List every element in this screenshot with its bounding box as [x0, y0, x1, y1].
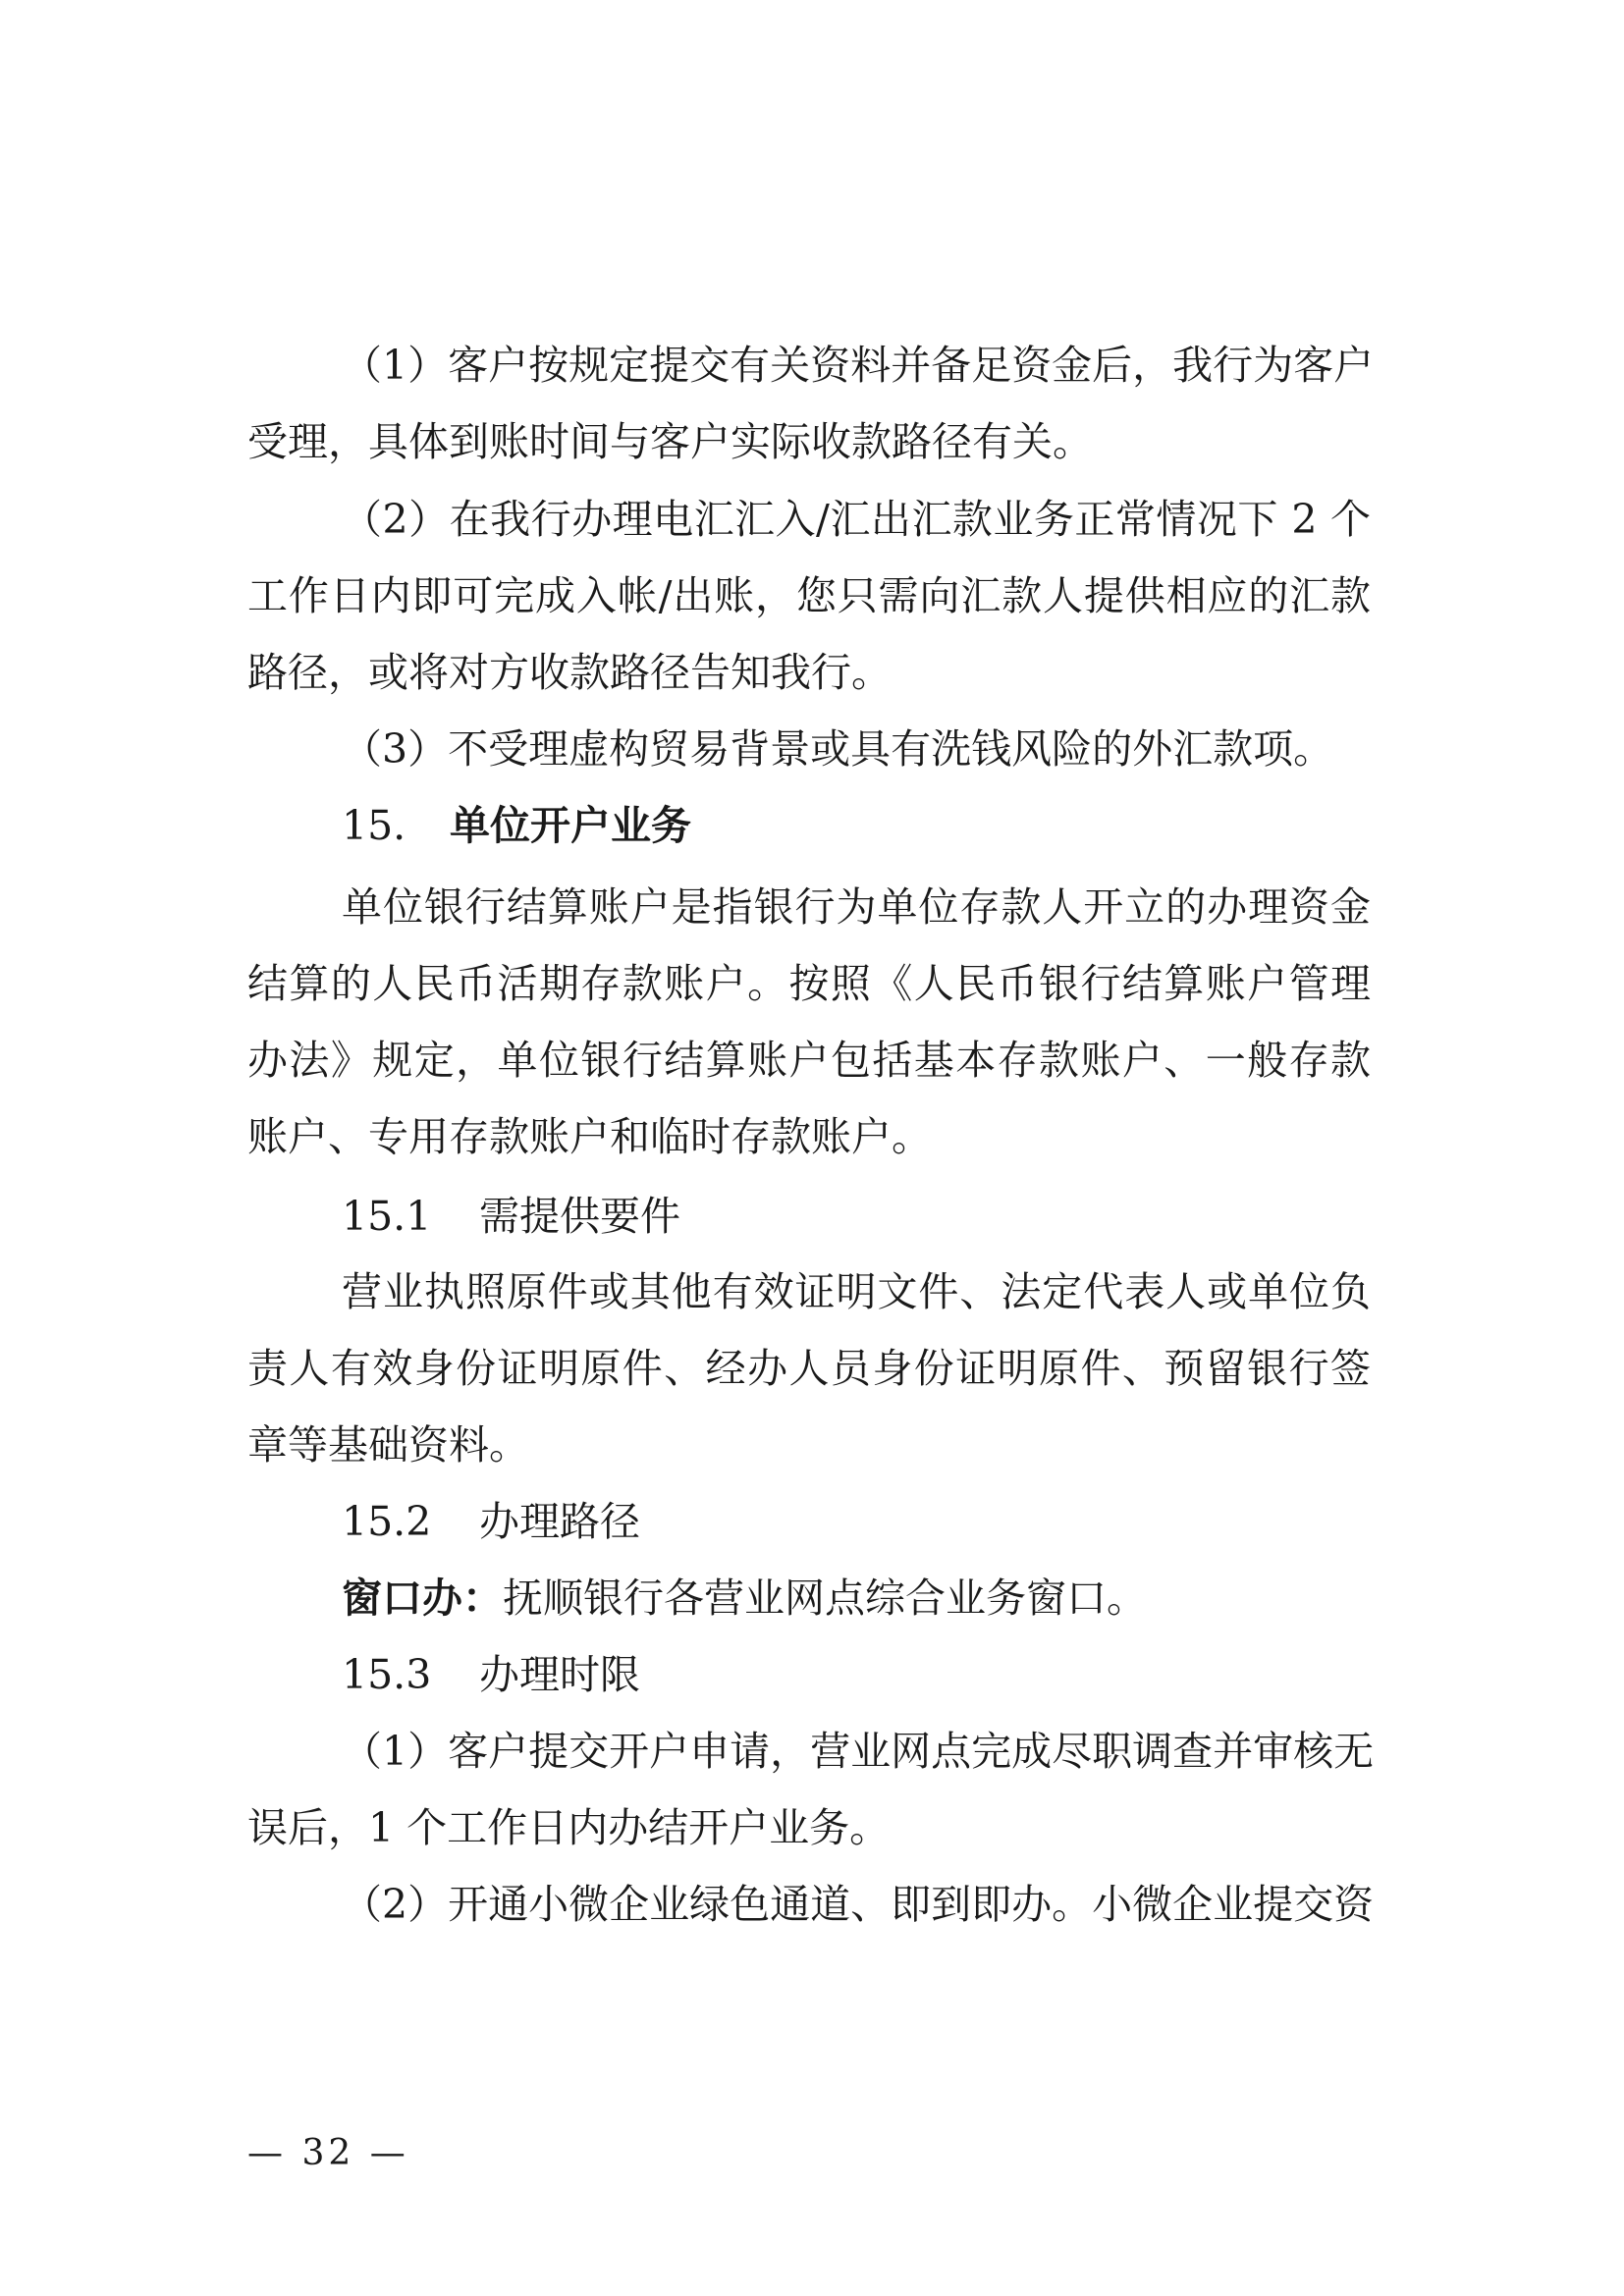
paragraph-line: 误后，1 个工作日内办结开户业务。 [247, 1804, 891, 1851]
subsection-title: 需提供要件 [479, 1193, 680, 1240]
paragraph-line: 营业执照原件或其他有效证明文件、法定代表人或单位负 [342, 1268, 1371, 1315]
paragraph-line: 单位银行结算账户是指银行为单位存款人开立的办理资金 [342, 883, 1371, 931]
channel-label: 窗口办： [342, 1575, 503, 1622]
section-title: 单位开户业务 [450, 802, 691, 849]
paragraph-line: 章等基础资料。 [247, 1421, 529, 1468]
paragraph-line: （3）不受理虚构贸易背景或具有洗钱风险的外汇款项。 [342, 725, 1334, 773]
section-heading [342, 802, 691, 849]
subsection-title: 办理路径 [479, 1498, 640, 1545]
paragraph-line: 路径，或将对方收款路径告知我行。 [247, 649, 892, 696]
paragraph-line: （2）在我行办理电汇汇入/汇出汇款业务正常情况下 2 个 [342, 496, 1371, 543]
section-number: 15. [342, 802, 406, 849]
subsection-heading [342, 1498, 640, 1545]
paragraph-line [342, 1575, 1147, 1622]
subsection-number: 15.2 [342, 1498, 432, 1545]
subsection-number: 15.3 [342, 1651, 432, 1698]
page-number: — 32 — [247, 2133, 409, 2173]
paragraph-line: 受理，具体到账时间与客户实际收款路径有关。 [247, 418, 1093, 465]
paragraph-line: 责人有效身份证明原件、经办人员身份证明原件、预留银行签 [247, 1345, 1371, 1392]
subsection-number: 15.1 [342, 1193, 432, 1240]
subsection-heading [342, 1651, 640, 1698]
paragraph-line: 工作日内即可完成入帐/出账，您只需向汇款人提供相应的汇款 [247, 572, 1371, 619]
paragraph-line: 办法》规定，单位银行结算账户包括基本存款账户、一般存款 [247, 1037, 1371, 1084]
channel-text: 抚顺银行各营业网点综合业务窗口。 [503, 1575, 1147, 1622]
subsection-title: 办理时限 [479, 1651, 640, 1698]
paragraph-line: 结算的人民币活期存款账户。按照《人民币银行结算账户管理 [247, 960, 1371, 1007]
paragraph-line: （1）客户按规定提交有关资料并备足资金后，我行为客户 [342, 342, 1375, 389]
subsection-heading [342, 1193, 680, 1240]
paragraph-line: （2）开通小微企业绿色通道、即到即办。小微企业提交资 [342, 1881, 1375, 1928]
paragraph-line: （1）客户提交开户申请，营业网点完成尽职调查并审核无 [342, 1728, 1375, 1775]
paragraph-line: 账户、专用存款账户和临时存款账户。 [247, 1113, 932, 1160]
